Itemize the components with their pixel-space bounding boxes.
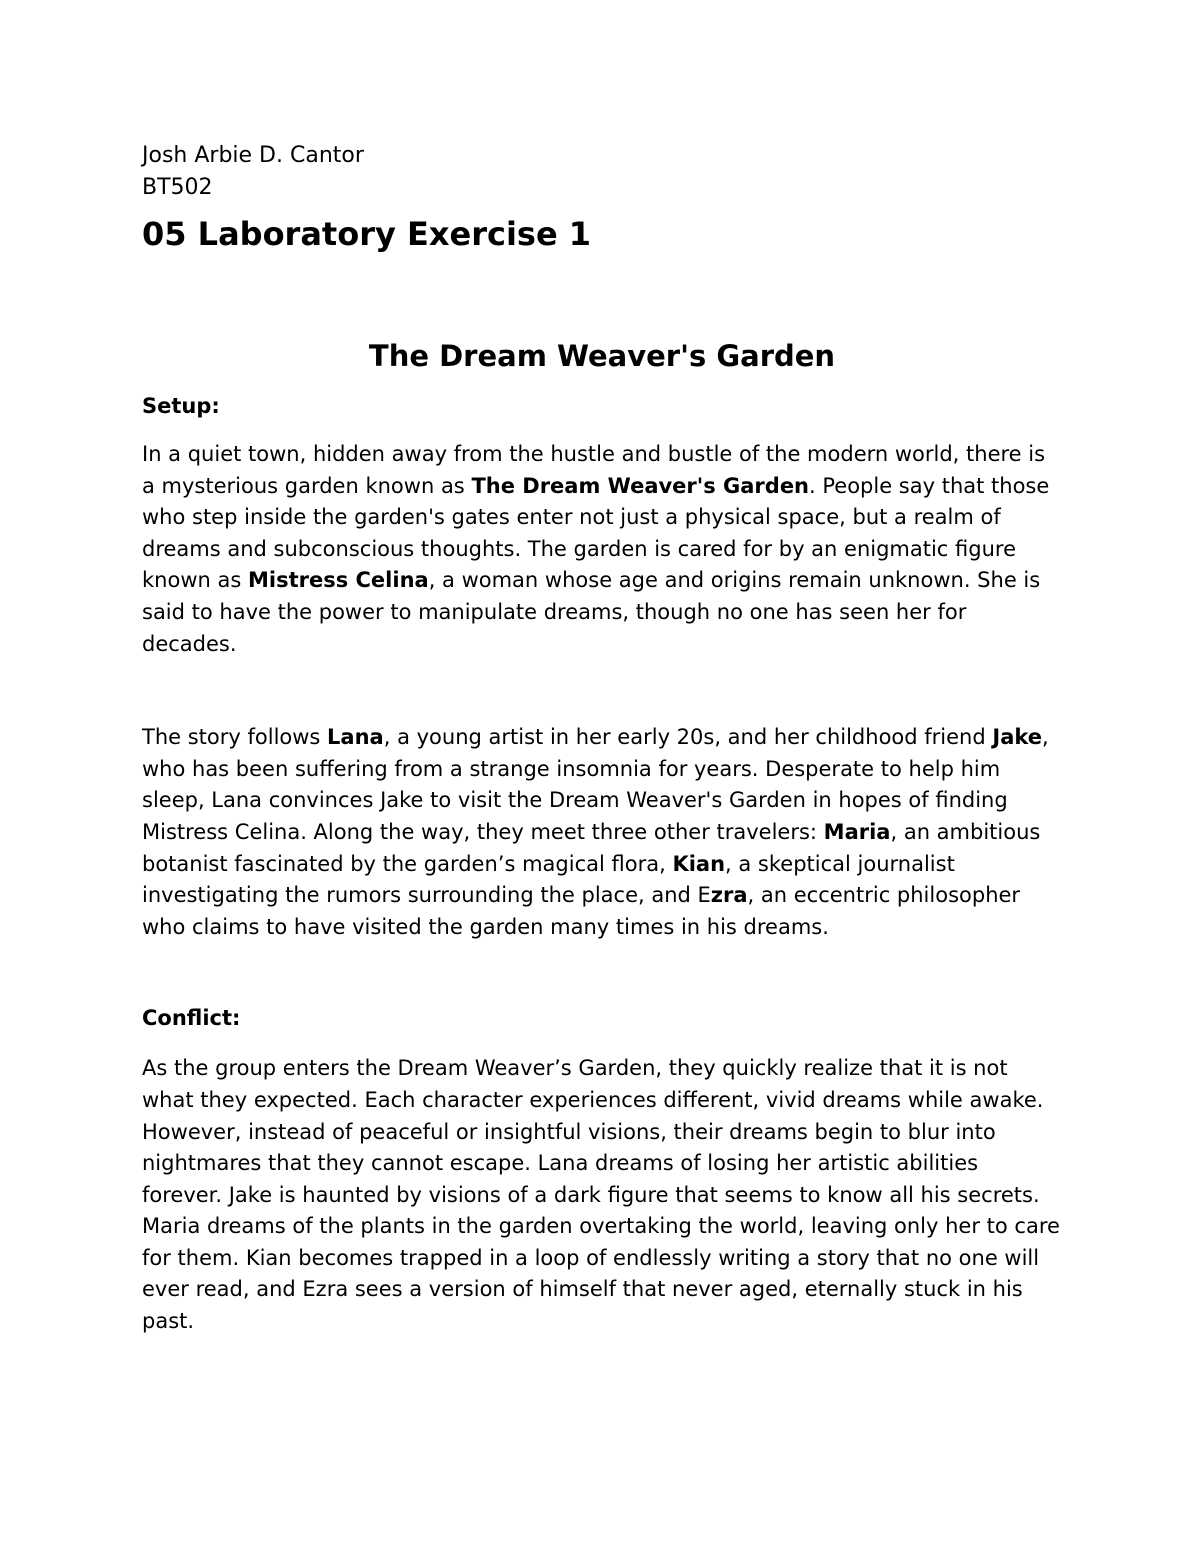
lab-title: 05 Laboratory Exercise 1 (142, 215, 592, 253)
bold-run: The Dream Weaver's Garden (471, 473, 810, 498)
text-run: , an ambitious botanist fascinated by the garden’s magical flora, (142, 819, 1041, 876)
bold-run: Lana (327, 725, 384, 750)
text-run: . People say that those who step inside the garden's gates enter not just a physical space, but a realm of dreams and subconscious thoughts. The garden is cared for by an enigmatic figure known as (142, 473, 1050, 593)
bold-run: zra (710, 883, 748, 908)
setup-heading: Setup: (142, 394, 220, 418)
bold-run: Mistress Celina (247, 568, 429, 593)
author-name: Josh Arbie D. Cantor (142, 143, 364, 168)
text-run: In a quiet town, hidden away from the hustle and bustle of the modern world, there is a mysterious garden known as (142, 442, 1046, 498)
text-run: , a young artist in her early 20s, and her childhood friend (383, 725, 993, 750)
text-run: , a skeptical journalist investigating the rumors surrounding the place, and E (142, 851, 955, 908)
bold-run: Kian (672, 851, 726, 876)
text-run: , an eccentric philosopher who claims to have visited the garden many times in his dreams. (142, 883, 1021, 939)
conflict-heading: Conflict: (142, 1006, 241, 1031)
setup-paragraph-2 (142, 722, 1062, 943)
story-title: The Dream Weaver's Garden (368, 339, 836, 373)
document-page (142, 140, 1062, 1338)
bold-run: Jake (992, 725, 1043, 750)
bold-run: Maria (823, 819, 891, 844)
text-run: The story follows (142, 725, 328, 750)
setup-paragraph-1 (142, 439, 1062, 660)
conflict-paragraph: As the group enters the Dream Weaver’s Garden, they quickly realize that it is not what they expected. Each character experiences different, vivid dreams while awake. However, instead of peaceful or insightful visions, their dreams begin to blur into nightmares that they cannot escape. Lana dreams of losing her artistic abilities forever. Jake is haunted by visions of a dark figure that seems to know all his secrets. Maria dreams of the plants in the garden overtaking the world, leaving only her to care for them. Kian becomes trapped in a loop of endlessly writing a story that no one will ever read, and Ezra sees a version of himself that never aged, eternally stuck in his past. (142, 1056, 1060, 1334)
text-run: , a woman whose age and origins remain unknown. She is said to have the power to manipulate dreams, though no one has seen her for decades. (142, 568, 1041, 656)
text-run: , who has been suffering from a strange insomnia for years. Desperate to help him sleep, Lana convinces Jake to visit the Dream Weaver's Garden in hopes of finding Mistress Celina. Along the way, they meet three other travelers: (142, 725, 1049, 844)
course-code: BT502 (142, 175, 213, 200)
